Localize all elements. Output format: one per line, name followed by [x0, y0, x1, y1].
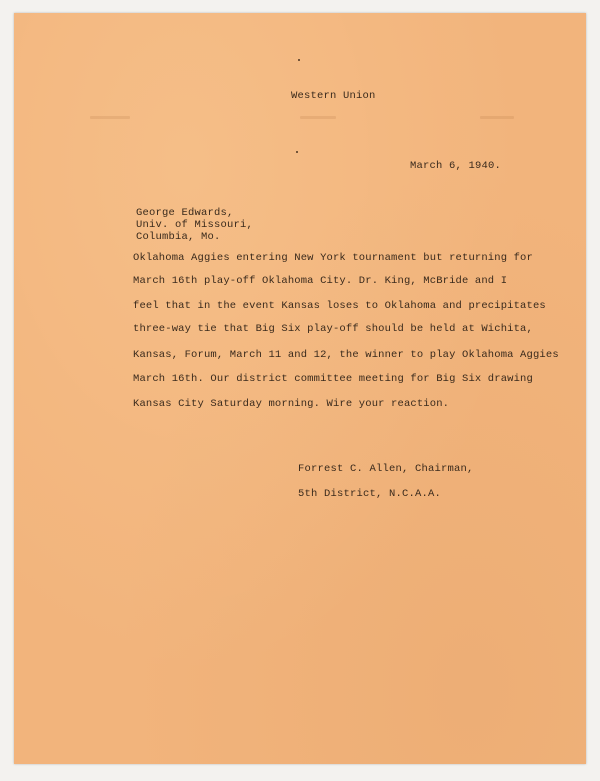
addressee-name: George Edwards,	[136, 207, 234, 219]
signature-district: 5th District, N.C.A.A.	[298, 488, 442, 500]
bleed-through-mark	[300, 116, 336, 119]
message-line: March 16th play-off Oklahoma City. Dr. King, McBride and I	[133, 275, 508, 287]
letter-date: March 6, 1940.	[410, 160, 502, 172]
bleed-through-mark	[480, 116, 514, 119]
message-line: Kansas, Forum, March 11 and 12, the winner to play Oklahoma Aggies	[133, 349, 559, 361]
message-line: March 16th. Our district committee meeting for Big Six drawing	[133, 373, 533, 385]
message-line: feel that in the event Kansas loses to Oklahoma and precipitates	[133, 300, 546, 312]
addressee-city: Columbia, Mo.	[136, 231, 221, 243]
signature-name: Forrest C. Allen, Chairman,	[298, 463, 474, 475]
bleed-through-mark	[90, 116, 130, 119]
punch-dot	[298, 59, 300, 61]
punch-dot	[296, 151, 298, 153]
message-line: three-way tie that Big Six play-off should be held at Wichita,	[133, 323, 533, 335]
addressee-institution: Univ. of Missouri,	[136, 219, 254, 231]
telegram-header: Western Union	[291, 90, 376, 102]
letter-page	[14, 13, 586, 764]
message-line: Kansas City Saturday morning. Wire your reaction.	[133, 398, 450, 410]
message-line: Oklahoma Aggies entering New York tournament but returning for	[133, 252, 533, 264]
